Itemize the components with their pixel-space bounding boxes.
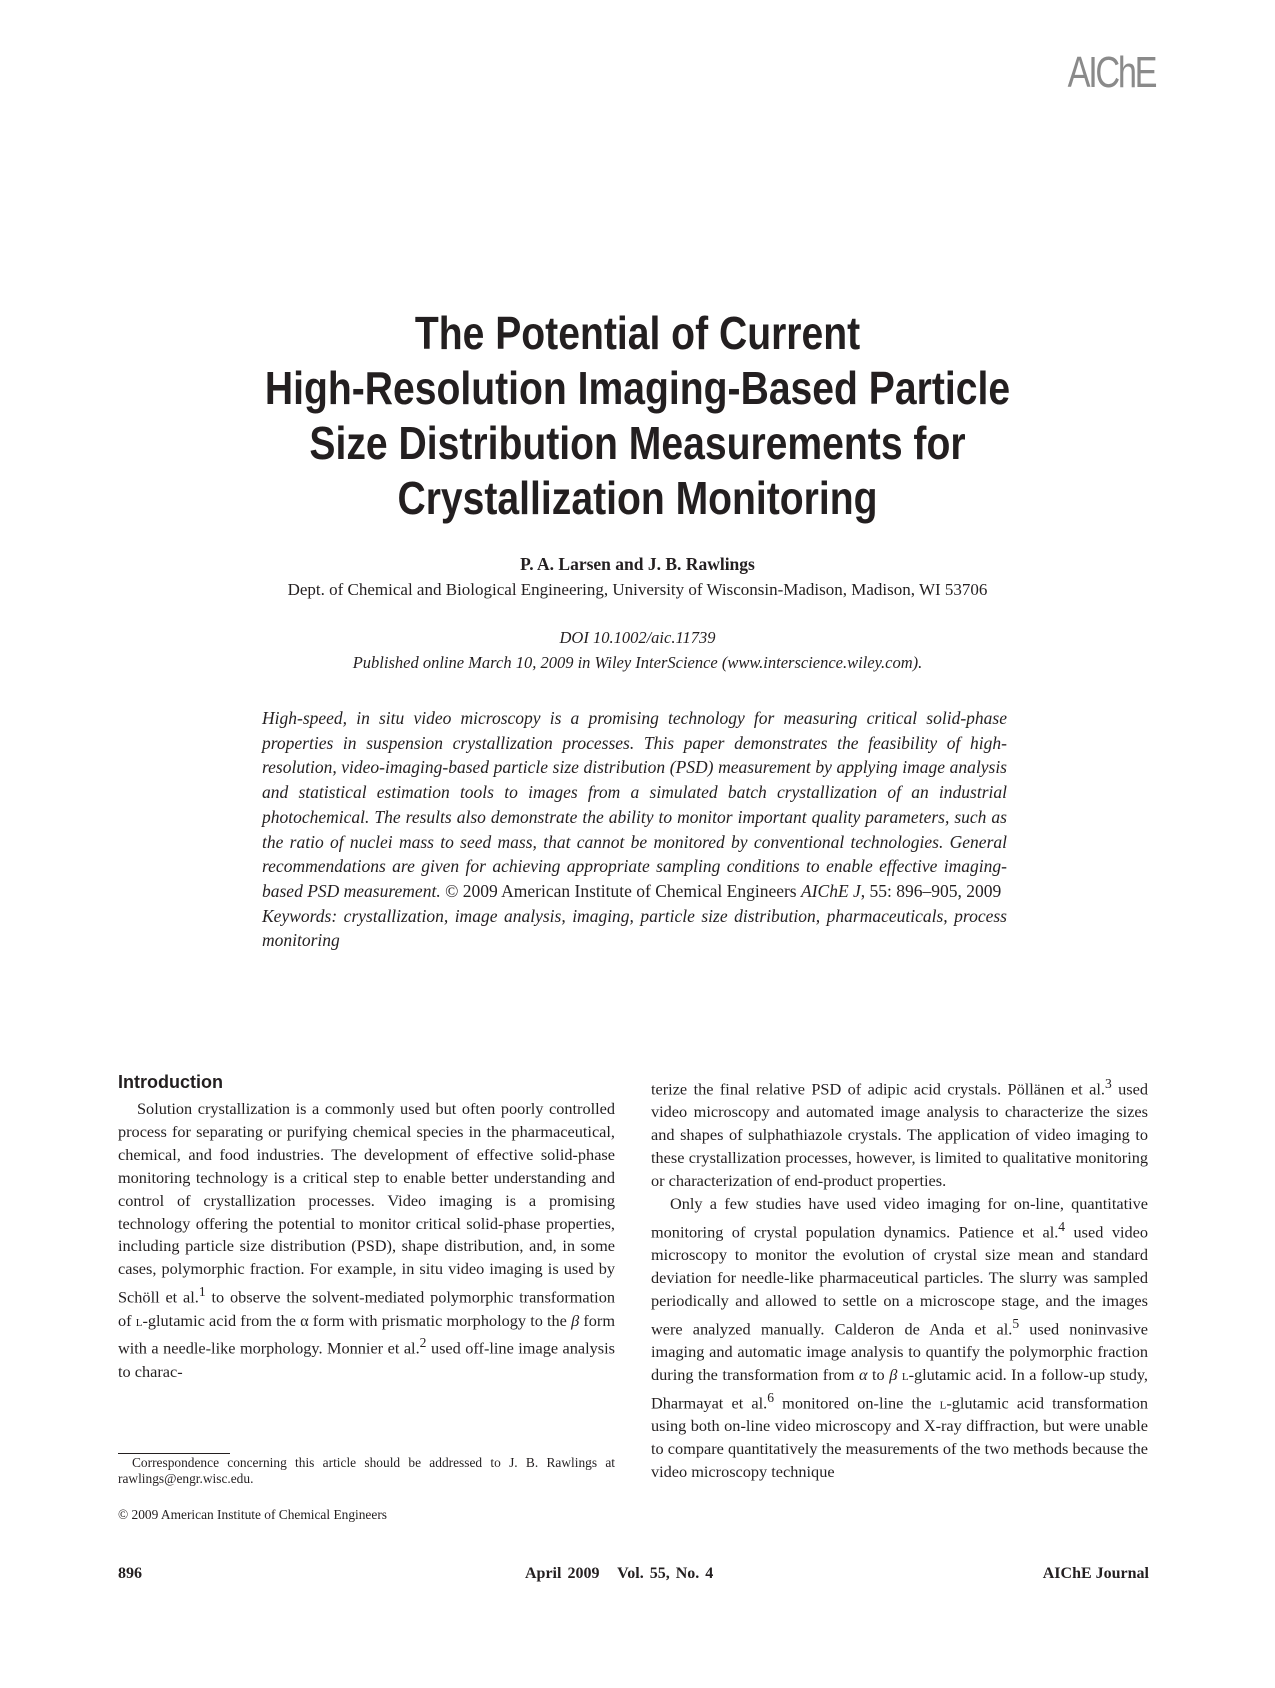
left-column (118, 1070, 615, 1384)
title-line: The Potential of Current (414, 307, 861, 359)
abstract-body: High-speed, in situ video microscopy is a promising technology for measuring critical solid-phase properties in suspension crystallization processes. This paper demonstrates the feasibility of high-resolution, video-imaging-based particle size distribution (PSD) measurement by applying image analysis and statistical estimation tools to images from a simulated batch crystallization of an industrial photochemical. The results also demonstrate the ability to monitor important quality parameters, such as the ratio of nuclei mass to seed mass, that cannot be monitored by conventional technologies. General recommendations are given for achieving appropriate sampling conditions to enable effective imaging-based PSD measurement. (262, 708, 1007, 901)
paper-title (0, 306, 1275, 526)
page-number: 896 (118, 1565, 142, 1582)
reference-6[interactable]: 6 (767, 1390, 775, 1406)
correspondence-footnote: Correspondence concerning this article should be addressed to J. B. Rawlings at rawlings@engr.wisc.edu. (118, 1455, 615, 1486)
reference-1[interactable]: 1 (198, 1284, 206, 1300)
intro-paragraph-2: Only a few studies have used video imaging for on-line, quantitative monitoring of crystal population dynamics. Patience et al.$^4$ used video microscopy to monitor the evolution of crystal size mean and standard deviation for needle-like pharmaceutical particles. The slurry was sampled periodically and allowed to settle on a microscope stage, and the images were analyzed manually. Calderon de Anda et al.$^5$ used noninvasive imaging and automatic image analysis to quantify the polymorphic fraction during the transformation from α to β l-glutamic acid. In a follow-up study, Dharmayat et al.$^6$ monitored on-line the l-glutamic acid transformation using both on-line video microscopy and X-ray diffraction, but were unable to compare quantitatively the measurements of the two methods because the video microscopy technique (651, 1193, 1149, 1482)
section-heading: Introduction (118, 1072, 223, 1092)
title-line: High-Resolution Imaging-Based Particle (264, 362, 1011, 414)
abstract-citation: , 55: 896–905, 2009 (860, 880, 1002, 901)
abstract-journal: AIChE J (801, 880, 861, 901)
abstract-copyright: © 2009 American Institute of Chemical Engineers (440, 880, 801, 901)
footnote-divider (118, 1453, 230, 1454)
intro-paragraph-1-cont: terize the final relative PSD of adipic acid crystals. Pöllänen et al.$^3$ used video microscopy and automated image analysis to characterize the sizes and shapes of sulphathiazole crystals. The application of video imaging to these crystallization processes, however, is limited to qualitative monitoring or characterization of end-product properties. (651, 1076, 1148, 1191)
journal-name: AIChE Journal (1042, 1565, 1149, 1582)
title-line: Crystallization Monitoring (397, 472, 878, 524)
published-online: Published online March 10, 2009 in Wiley InterScience (www.interscience.wiley.com). (352, 653, 923, 672)
authors: P. A. Larsen and J. B. Rawlings (520, 554, 755, 574)
reference-3[interactable]: 3 (1104, 1076, 1112, 1091)
copyright-notice: © 2009 American Institute of Chemical Engineers (118, 1507, 387, 1522)
doi: DOI 10.1002/aic.11739 (559, 628, 716, 647)
keywords: Keywords: crystallization, image analysis, imaging, particle size distribution, pharmaceuticals, process monitoring (262, 905, 1007, 951)
intro-paragraph-1: Solution crystallization is a commonly used but often poorly controlled process for separating or purifying chemical species in the pharmaceutical, chemical, and food industries. The development of effective solid-phase monitoring technology is a critical step to enable better understanding and control of crystallization processes. Video imaging is a promising technology offering the potential to monitor critical solid-phase properties, including particle size distribution (PSD), shape distribution, and, in some cases, polymorphic fraction. For example, in situ video imaging is used by Schöll et al.$^1$ to observe the solvent-mediated polymorphic transformation of l-glutamic acid from the α form with prismatic morphology to the β form with a needle-like morphology. Monnier et al.$^2$ used off-line image analysis to charac- (118, 1099, 615, 1381)
affiliation: Dept. of Chemical and Biological Engineering, University of Wisconsin-Madison, Madison, WI 53706 (287, 580, 988, 599)
reference-2[interactable]: 2 (419, 1335, 427, 1351)
title-line: Size Distribution Measurements for (309, 417, 966, 469)
aiche-logo: AIChE (1067, 48, 1155, 97)
reference-4[interactable]: 4 (1058, 1218, 1066, 1234)
abstract (262, 706, 1007, 953)
issue-info: April 2009 Vol. 55, No. 4 (525, 1565, 714, 1582)
right-column (651, 1073, 1148, 1484)
reference-5[interactable]: 5 (1012, 1315, 1020, 1331)
